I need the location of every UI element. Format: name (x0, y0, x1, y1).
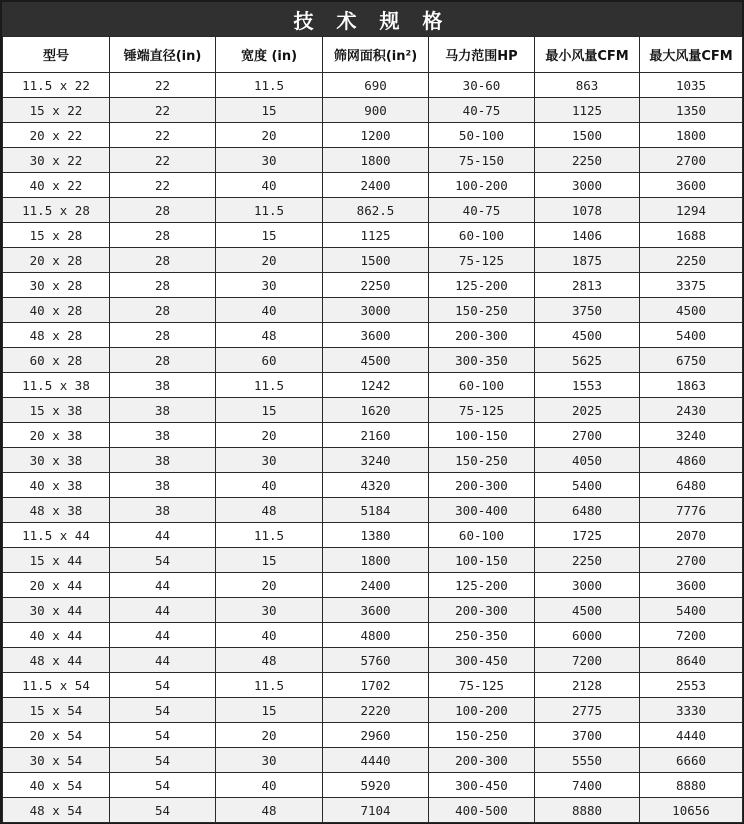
cell-screen-area: 2220 (323, 698, 429, 723)
cell-min-cfm: 2250 (535, 148, 640, 173)
cell-max-cfm: 5400 (640, 598, 743, 623)
cell-model: 30 x 28 (3, 273, 110, 298)
cell-width: 11.5 (216, 73, 323, 98)
cell-min-cfm: 2250 (535, 548, 640, 573)
cell-hammer-tip-diameter: 54 (110, 548, 216, 573)
cell-model: 40 x 54 (3, 773, 110, 798)
header-max-cfm: 最大风量CFM (640, 37, 743, 73)
cell-screen-area: 3000 (323, 298, 429, 323)
cell-max-cfm: 6480 (640, 473, 743, 498)
table-row (3, 323, 743, 348)
cell-hp-range: 75-150 (429, 148, 535, 173)
cell-model: 30 x 38 (3, 448, 110, 473)
cell-width: 20 (216, 423, 323, 448)
cell-width: 30 (216, 748, 323, 773)
cell-screen-area: 2160 (323, 423, 429, 448)
cell-min-cfm: 2813 (535, 273, 640, 298)
cell-max-cfm: 3330 (640, 698, 743, 723)
cell-hp-range: 200-300 (429, 323, 535, 348)
cell-screen-area: 1500 (323, 248, 429, 273)
cell-screen-area: 4320 (323, 473, 429, 498)
cell-min-cfm: 1500 (535, 123, 640, 148)
cell-min-cfm: 6480 (535, 498, 640, 523)
table-row (3, 473, 743, 498)
cell-hp-range: 60-100 (429, 523, 535, 548)
cell-model: 15 x 22 (3, 98, 110, 123)
cell-hammer-tip-diameter: 44 (110, 598, 216, 623)
cell-screen-area: 1242 (323, 373, 429, 398)
cell-min-cfm: 2775 (535, 698, 640, 723)
table-row (3, 498, 743, 523)
cell-hammer-tip-diameter: 22 (110, 98, 216, 123)
cell-max-cfm: 6660 (640, 748, 743, 773)
cell-screen-area: 4500 (323, 348, 429, 373)
cell-max-cfm: 3375 (640, 273, 743, 298)
cell-model: 48 x 54 (3, 798, 110, 823)
cell-hammer-tip-diameter: 22 (110, 148, 216, 173)
cell-max-cfm: 2430 (640, 398, 743, 423)
cell-hp-range: 150-250 (429, 723, 535, 748)
header-min-cfm: 最小风量CFM (535, 37, 640, 73)
table-row (3, 448, 743, 473)
cell-hammer-tip-diameter: 38 (110, 398, 216, 423)
cell-width: 15 (216, 398, 323, 423)
cell-hammer-tip-diameter: 28 (110, 323, 216, 348)
cell-hp-range: 100-200 (429, 698, 535, 723)
cell-min-cfm: 4500 (535, 598, 640, 623)
cell-max-cfm: 8640 (640, 648, 743, 673)
cell-hammer-tip-diameter: 54 (110, 748, 216, 773)
cell-width: 40 (216, 173, 323, 198)
cell-min-cfm: 1125 (535, 98, 640, 123)
cell-max-cfm: 3600 (640, 173, 743, 198)
cell-width: 15 (216, 98, 323, 123)
table-row (3, 73, 743, 98)
cell-width: 15 (216, 698, 323, 723)
cell-min-cfm: 4050 (535, 448, 640, 473)
cell-max-cfm: 6750 (640, 348, 743, 373)
cell-hammer-tip-diameter: 44 (110, 523, 216, 548)
cell-min-cfm: 6000 (535, 623, 640, 648)
cell-hammer-tip-diameter: 22 (110, 73, 216, 98)
cell-min-cfm: 1725 (535, 523, 640, 548)
cell-width: 40 (216, 623, 323, 648)
cell-screen-area: 862.5 (323, 198, 429, 223)
cell-screen-area: 4440 (323, 748, 429, 773)
cell-min-cfm: 2700 (535, 423, 640, 448)
cell-screen-area: 1800 (323, 148, 429, 173)
cell-hp-range: 75-125 (429, 248, 535, 273)
cell-screen-area: 1125 (323, 223, 429, 248)
table-row (3, 723, 743, 748)
header-hp-range: 马力范围HP (429, 37, 535, 73)
cell-hammer-tip-diameter: 28 (110, 298, 216, 323)
cell-model: 40 x 44 (3, 623, 110, 648)
cell-max-cfm: 2700 (640, 548, 743, 573)
cell-max-cfm: 2070 (640, 523, 743, 548)
cell-hp-range: 200-300 (429, 748, 535, 773)
cell-screen-area: 2400 (323, 573, 429, 598)
header-width: 宽度 (in) (216, 37, 323, 73)
table-row (3, 698, 743, 723)
cell-screen-area: 2400 (323, 173, 429, 198)
table-row (3, 223, 743, 248)
cell-min-cfm: 5625 (535, 348, 640, 373)
cell-hammer-tip-diameter: 44 (110, 648, 216, 673)
table-row (3, 398, 743, 423)
cell-min-cfm: 1553 (535, 373, 640, 398)
cell-hammer-tip-diameter: 54 (110, 698, 216, 723)
cell-hammer-tip-diameter: 44 (110, 573, 216, 598)
cell-min-cfm: 7400 (535, 773, 640, 798)
table-row (3, 148, 743, 173)
cell-hp-range: 300-450 (429, 773, 535, 798)
cell-max-cfm: 4500 (640, 298, 743, 323)
cell-max-cfm: 1863 (640, 373, 743, 398)
cell-model: 20 x 54 (3, 723, 110, 748)
cell-model: 15 x 28 (3, 223, 110, 248)
cell-hp-range: 100-200 (429, 173, 535, 198)
cell-hp-range: 60-100 (429, 373, 535, 398)
cell-width: 60 (216, 348, 323, 373)
cell-hp-range: 40-75 (429, 198, 535, 223)
cell-width: 40 (216, 773, 323, 798)
cell-min-cfm: 2128 (535, 673, 640, 698)
cell-min-cfm: 8880 (535, 798, 640, 823)
cell-width: 40 (216, 298, 323, 323)
cell-width: 30 (216, 148, 323, 173)
cell-model: 20 x 38 (3, 423, 110, 448)
cell-model: 30 x 44 (3, 598, 110, 623)
cell-hammer-tip-diameter: 28 (110, 273, 216, 298)
cell-hp-range: 150-250 (429, 448, 535, 473)
table-row (3, 548, 743, 573)
cell-model: 11.5 x 54 (3, 673, 110, 698)
cell-max-cfm: 1350 (640, 98, 743, 123)
cell-hp-range: 150-250 (429, 298, 535, 323)
cell-max-cfm: 2553 (640, 673, 743, 698)
cell-model: 48 x 28 (3, 323, 110, 348)
table-row (3, 748, 743, 773)
cell-min-cfm: 5400 (535, 473, 640, 498)
cell-hp-range: 30-60 (429, 73, 535, 98)
cell-min-cfm: 4500 (535, 323, 640, 348)
cell-width: 20 (216, 123, 323, 148)
cell-model: 30 x 22 (3, 148, 110, 173)
cell-max-cfm: 1800 (640, 123, 743, 148)
table-row (3, 248, 743, 273)
cell-width: 48 (216, 648, 323, 673)
cell-screen-area: 1200 (323, 123, 429, 148)
cell-model: 20 x 28 (3, 248, 110, 273)
cell-hp-range: 125-200 (429, 573, 535, 598)
cell-hammer-tip-diameter: 38 (110, 473, 216, 498)
cell-hp-range: 250-350 (429, 623, 535, 648)
cell-screen-area: 1800 (323, 548, 429, 573)
cell-model: 20 x 22 (3, 123, 110, 148)
table-title: 技 术 规 格 (2, 2, 742, 36)
cell-width: 40 (216, 473, 323, 498)
cell-hammer-tip-diameter: 54 (110, 673, 216, 698)
cell-hammer-tip-diameter: 54 (110, 723, 216, 748)
cell-max-cfm: 2700 (640, 148, 743, 173)
cell-model: 40 x 28 (3, 298, 110, 323)
table-row (3, 573, 743, 598)
cell-min-cfm: 3000 (535, 173, 640, 198)
cell-screen-area: 5760 (323, 648, 429, 673)
cell-width: 30 (216, 448, 323, 473)
header-hammer-tip-diameter: 锤端直径(in) (110, 37, 216, 73)
cell-model: 15 x 38 (3, 398, 110, 423)
cell-hp-range: 125-200 (429, 273, 535, 298)
cell-hammer-tip-diameter: 28 (110, 348, 216, 373)
cell-screen-area: 3240 (323, 448, 429, 473)
cell-min-cfm: 863 (535, 73, 640, 98)
cell-model: 60 x 28 (3, 348, 110, 373)
cell-min-cfm: 2025 (535, 398, 640, 423)
cell-hammer-tip-diameter: 38 (110, 448, 216, 473)
cell-max-cfm: 7200 (640, 623, 743, 648)
table-row (3, 623, 743, 648)
cell-width: 30 (216, 598, 323, 623)
cell-max-cfm: 4440 (640, 723, 743, 748)
cell-model: 11.5 x 28 (3, 198, 110, 223)
header-row (3, 37, 743, 73)
cell-width: 11.5 (216, 673, 323, 698)
cell-screen-area: 1620 (323, 398, 429, 423)
cell-width: 15 (216, 548, 323, 573)
cell-screen-area: 1702 (323, 673, 429, 698)
cell-hp-range: 300-350 (429, 348, 535, 373)
cell-screen-area: 5920 (323, 773, 429, 798)
cell-screen-area: 2960 (323, 723, 429, 748)
cell-hammer-tip-diameter: 38 (110, 423, 216, 448)
table-row (3, 598, 743, 623)
cell-width: 11.5 (216, 373, 323, 398)
cell-hammer-tip-diameter: 38 (110, 373, 216, 398)
cell-hp-range: 200-300 (429, 598, 535, 623)
cell-model: 48 x 38 (3, 498, 110, 523)
cell-width: 48 (216, 323, 323, 348)
cell-max-cfm: 2250 (640, 248, 743, 273)
cell-hp-range: 400-500 (429, 798, 535, 823)
cell-screen-area: 3600 (323, 323, 429, 348)
cell-screen-area: 5184 (323, 498, 429, 523)
cell-hp-range: 75-125 (429, 398, 535, 423)
table-row (3, 348, 743, 373)
cell-hp-range: 75-125 (429, 673, 535, 698)
table-row (3, 373, 743, 398)
cell-hp-range: 50-100 (429, 123, 535, 148)
cell-max-cfm: 4860 (640, 448, 743, 473)
cell-min-cfm: 1875 (535, 248, 640, 273)
cell-min-cfm: 1406 (535, 223, 640, 248)
cell-width: 48 (216, 498, 323, 523)
cell-hammer-tip-diameter: 44 (110, 623, 216, 648)
cell-width: 11.5 (216, 523, 323, 548)
table-row (3, 98, 743, 123)
cell-min-cfm: 3750 (535, 298, 640, 323)
cell-min-cfm: 3000 (535, 573, 640, 598)
cell-width: 48 (216, 798, 323, 823)
cell-max-cfm: 3240 (640, 423, 743, 448)
cell-min-cfm: 3700 (535, 723, 640, 748)
cell-screen-area: 3600 (323, 598, 429, 623)
cell-hammer-tip-diameter: 28 (110, 223, 216, 248)
table-row (3, 523, 743, 548)
cell-max-cfm: 8880 (640, 773, 743, 798)
table-row (3, 798, 743, 823)
table-row (3, 423, 743, 448)
header-model: 型号 (3, 37, 110, 73)
table-row (3, 648, 743, 673)
cell-screen-area: 7104 (323, 798, 429, 823)
table-row (3, 198, 743, 223)
cell-max-cfm: 1294 (640, 198, 743, 223)
cell-width: 20 (216, 248, 323, 273)
table-row (3, 298, 743, 323)
cell-hp-range: 40-75 (429, 98, 535, 123)
header-screen-area: 筛网面积(in²) (323, 37, 429, 73)
table-row (3, 123, 743, 148)
cell-screen-area: 2250 (323, 273, 429, 298)
cell-model: 48 x 44 (3, 648, 110, 673)
cell-model: 40 x 38 (3, 473, 110, 498)
cell-model: 20 x 44 (3, 573, 110, 598)
cell-hammer-tip-diameter: 38 (110, 498, 216, 523)
cell-min-cfm: 1078 (535, 198, 640, 223)
cell-hammer-tip-diameter: 54 (110, 773, 216, 798)
cell-screen-area: 1380 (323, 523, 429, 548)
table-row (3, 673, 743, 698)
cell-screen-area: 900 (323, 98, 429, 123)
cell-width: 20 (216, 573, 323, 598)
cell-hammer-tip-diameter: 22 (110, 123, 216, 148)
table-row (3, 273, 743, 298)
cell-model: 11.5 x 44 (3, 523, 110, 548)
cell-screen-area: 690 (323, 73, 429, 98)
cell-width: 30 (216, 273, 323, 298)
cell-model: 15 x 54 (3, 698, 110, 723)
cell-model: 11.5 x 38 (3, 373, 110, 398)
cell-width: 15 (216, 223, 323, 248)
cell-hp-range: 200-300 (429, 473, 535, 498)
table-row (3, 773, 743, 798)
cell-min-cfm: 7200 (535, 648, 640, 673)
cell-max-cfm: 1688 (640, 223, 743, 248)
cell-max-cfm: 3600 (640, 573, 743, 598)
cell-max-cfm: 10656 (640, 798, 743, 823)
cell-hp-range: 300-400 (429, 498, 535, 523)
cell-hammer-tip-diameter: 22 (110, 173, 216, 198)
cell-model: 30 x 54 (3, 748, 110, 773)
cell-hp-range: 100-150 (429, 423, 535, 448)
table-row (3, 173, 743, 198)
cell-min-cfm: 5550 (535, 748, 640, 773)
cell-model: 40 x 22 (3, 173, 110, 198)
cell-screen-area: 4800 (323, 623, 429, 648)
cell-hp-range: 100-150 (429, 548, 535, 573)
cell-hammer-tip-diameter: 28 (110, 198, 216, 223)
cell-hammer-tip-diameter: 28 (110, 248, 216, 273)
cell-hp-range: 300-450 (429, 648, 535, 673)
cell-max-cfm: 1035 (640, 73, 743, 98)
cell-model: 15 x 44 (3, 548, 110, 573)
cell-width: 20 (216, 723, 323, 748)
cell-hp-range: 60-100 (429, 223, 535, 248)
cell-width: 11.5 (216, 198, 323, 223)
cell-hammer-tip-diameter: 54 (110, 798, 216, 823)
cell-max-cfm: 5400 (640, 323, 743, 348)
cell-max-cfm: 7776 (640, 498, 743, 523)
spec-table (2, 36, 743, 823)
cell-model: 11.5 x 22 (3, 73, 110, 98)
